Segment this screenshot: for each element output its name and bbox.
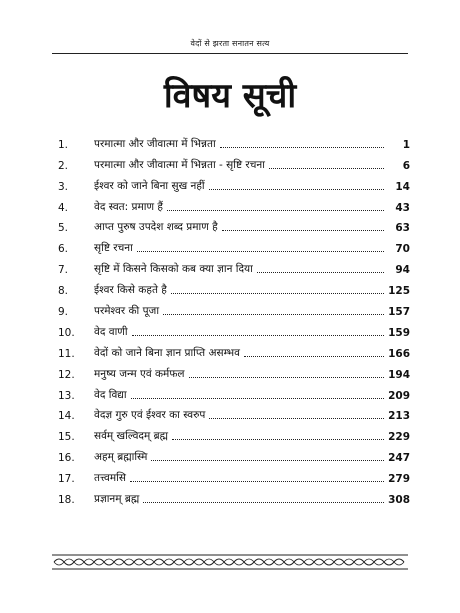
dot-leader (220, 147, 384, 148)
toc-entry-title: वेदों को जाने बिना ज्ञान प्राप्ति असम्भव (94, 346, 240, 359)
toc-entry-page: 94 (395, 264, 410, 277)
toc-entry-page: 166 (388, 347, 410, 360)
toc-entry-number: 11. (58, 347, 75, 360)
toc-entry-page: 194 (388, 368, 410, 381)
toc-entry-number: 5. (58, 222, 69, 235)
toc-entry-title: वेद स्वत: प्रमाण हैं (94, 200, 164, 213)
toc-entry (58, 297, 410, 318)
toc-entry-page: 279 (388, 473, 410, 486)
toc-entry (58, 193, 410, 214)
dot-leader (143, 502, 384, 503)
toc-entry-title: सृष्टि रचना (94, 242, 133, 255)
dot-leader (151, 460, 384, 461)
toc-entry (58, 485, 410, 506)
toc-entry-number: 18. (58, 494, 75, 507)
toc-entry-number: 16. (58, 452, 75, 465)
dot-leader (209, 189, 384, 190)
toc-entry-title: वेद विद्या (94, 388, 127, 401)
toc-entry-page: 247 (388, 452, 410, 465)
toc-entry-number: 10. (58, 326, 75, 339)
toc-entry-page: 308 (388, 494, 410, 507)
toc-entry-title: वेद वाणी (94, 325, 128, 338)
dot-leader (171, 293, 384, 294)
toc-entry (58, 360, 410, 381)
toc-entry (58, 402, 410, 423)
toc-entry-page: 125 (388, 285, 410, 298)
toc-entry-number: 1. (58, 138, 69, 151)
toc-entry-number: 12. (58, 368, 75, 381)
toc-entry (58, 255, 410, 276)
toc-entry-title: आप्त पुरुष उपदेश शब्द प्रमाण है (94, 221, 218, 234)
toc-entry-page: 70 (395, 243, 410, 256)
toc-entry-title: ईश्वर को जाने बिना सुख नहीं (94, 179, 205, 192)
toc-entry-page: 213 (388, 410, 410, 423)
toc-entry-number: 14. (58, 410, 75, 423)
dot-leader (172, 439, 384, 440)
toc-entry-title: मनुष्य जन्म एवं कर्मफल (94, 367, 185, 380)
dot-leader (244, 356, 384, 357)
toc-entry-page: 1 (402, 138, 410, 151)
toc-entry-number: 13. (58, 389, 75, 402)
toc-entry-title: ईश्वर किसे कहते है (94, 284, 167, 297)
dot-leader (132, 335, 384, 336)
toc-entry-title: परमेश्वर की पूजा (94, 305, 160, 318)
toc-entry (58, 422, 410, 443)
toc-entry-number: 8. (58, 285, 69, 298)
toc-entry-number: 3. (58, 180, 69, 193)
toc-entry-title: परमात्मा और जीवात्मा में भिन्नता (94, 137, 216, 150)
toc-entry-page: 6 (402, 159, 410, 172)
toc-entry-title: वेदज्ञ गुरु एवं ईश्वर का स्वरुप (94, 409, 206, 422)
toc-entry-number: 7. (58, 264, 69, 277)
toc-entry (58, 318, 410, 339)
dot-leader (163, 314, 384, 315)
toc-entry-page: 43 (395, 201, 410, 214)
toc-entry-number: 6. (58, 243, 69, 256)
toc-entry-page: 229 (388, 431, 410, 444)
toc-entry-number: 15. (58, 431, 75, 444)
toc-entry (58, 339, 410, 360)
toc-entry-title: प्रज्ञानम् ब्रह्म (94, 493, 140, 506)
toc-entry-title: सृष्टि में किसने किसको कब क्या ज्ञान दिया (94, 263, 253, 276)
toc-entry-number: 4. (58, 201, 69, 214)
toc-entry (58, 443, 410, 464)
toc-entry (58, 214, 410, 235)
ornament-divider (52, 551, 408, 573)
toc-entry (58, 130, 410, 151)
dot-leader (189, 377, 384, 378)
toc-entry-page: 159 (388, 326, 410, 339)
toc-entry-page: 209 (388, 389, 410, 402)
page-title: विषय सूची (163, 76, 297, 116)
toc-entry-title: अहम् ब्रह्मास्मि (94, 451, 148, 464)
toc-entry (58, 464, 410, 485)
toc-entry (58, 276, 410, 297)
toc-entry-page: 14 (395, 180, 410, 193)
toc-entry-number: 9. (58, 306, 69, 319)
toc-entry-title: परमात्मा और जीवात्मा में भिन्नता - सृष्टि रचना (94, 158, 265, 171)
header-rule (52, 53, 408, 54)
toc-entry (58, 381, 410, 402)
dot-leader (130, 481, 384, 482)
toc-entry-page: 63 (395, 222, 410, 235)
toc-entry-number: 17. (58, 473, 75, 486)
dot-leader (137, 251, 384, 252)
dot-leader (269, 168, 384, 169)
toc-entry-page: 157 (388, 306, 410, 319)
dot-leader (257, 272, 384, 273)
toc-entry-number: 2. (58, 159, 69, 172)
running-header: वेदों से झरता सनातन सत्य (190, 39, 270, 48)
dot-leader (209, 418, 384, 419)
toc-entry-title: तत्त्वमसि (94, 472, 126, 485)
toc-entry (58, 172, 410, 193)
table-of-contents (58, 130, 410, 506)
dot-leader (131, 398, 384, 399)
dot-leader (222, 230, 384, 231)
toc-entry (58, 151, 410, 172)
dot-leader (167, 210, 384, 211)
toc-entry-title: सर्वम् खल्विदम् ब्रह्म (94, 430, 169, 443)
toc-entry (58, 234, 410, 255)
